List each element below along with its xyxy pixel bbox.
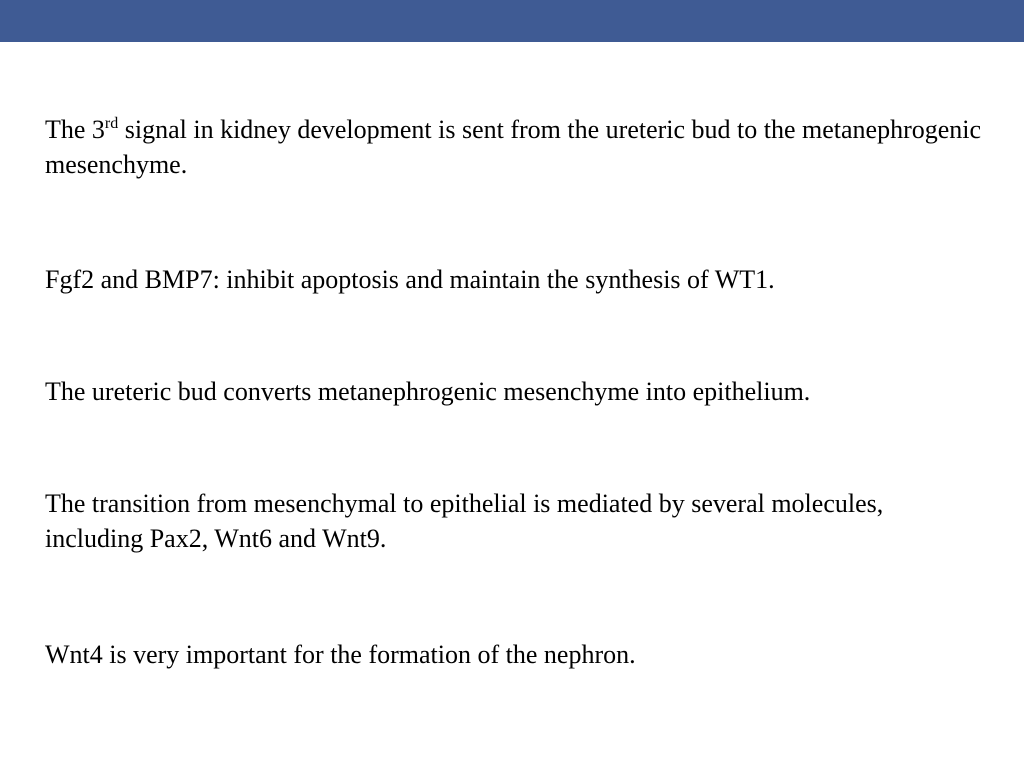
header-bar (0, 0, 1024, 42)
paragraph-ureteric-bud: The ureteric bud converts metanephrogenic mesenchyme into epithelium. (45, 377, 811, 406)
paragraph-wnt4: Wnt4 is very important for the formation of the nephron. (45, 640, 636, 669)
paragraph-fgf2-bmp7: Fgf2 and BMP7: inhibit apoptosis and maintain the synthesis of WT1. (45, 265, 775, 294)
ordinal-superscript: rd (104, 115, 119, 132)
paragraph-third-signal (45, 112, 985, 182)
paragraph-transition: The transition from mesenchymal to epithelial is mediated by several molecules, including Pax2, Wnt6 and Wnt9. (45, 489, 884, 553)
paragraph-third-signal-end: signal in kidney development is sent from the ureteric bud to the metanephrogenic mesenchyme. (45, 115, 982, 179)
paragraph-third-signal-start: The 3 (45, 115, 105, 144)
